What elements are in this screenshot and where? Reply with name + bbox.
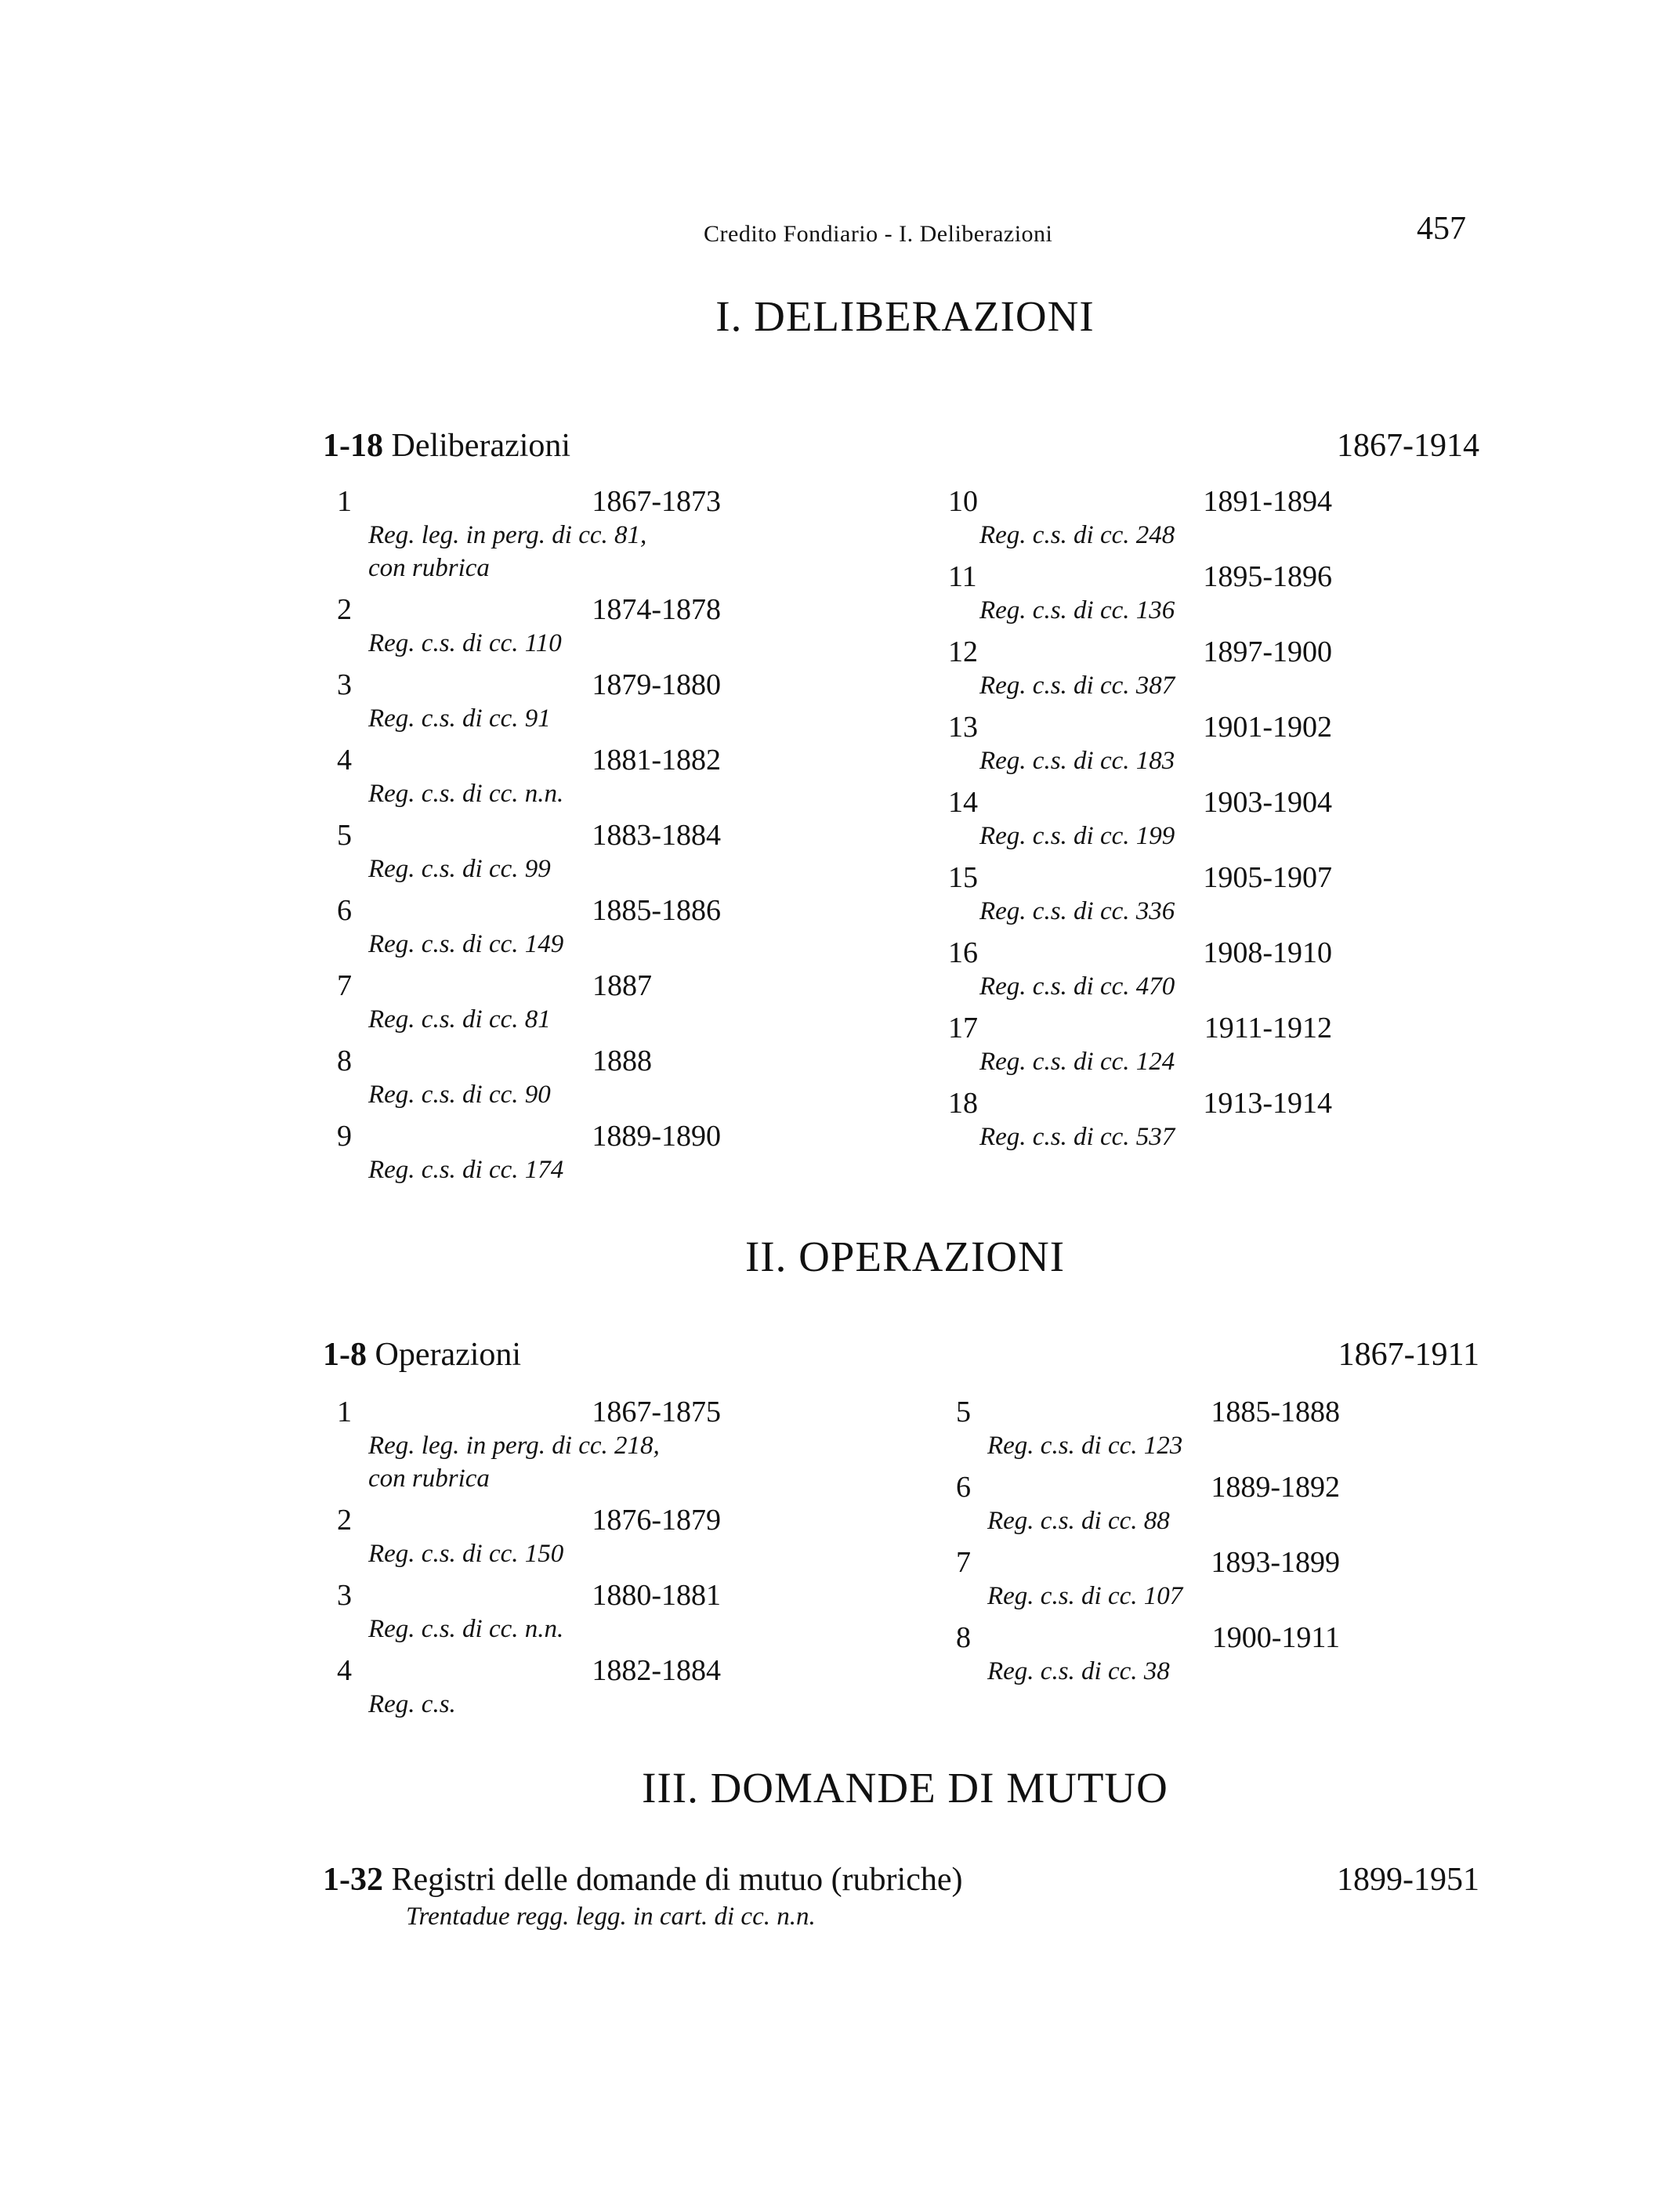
entry-description: Reg. c.s. di cc. 150 <box>368 1540 564 1568</box>
entry-number: 5 <box>956 1396 971 1428</box>
list-item <box>948 559 1332 627</box>
entry-dates: 1913-1914 <box>1203 1087 1332 1120</box>
entry-dates: 1880-1881 <box>592 1579 721 1612</box>
running-head: Credito Fondiario - I. Deliberazioni <box>704 221 1053 247</box>
list-item <box>337 893 721 961</box>
list-item <box>948 710 1332 777</box>
section-title-deliberazioni: I. DELIBERAZIONI <box>715 292 1095 340</box>
entry-description: Reg. c.s. di cc. 99 <box>368 855 551 883</box>
entry-dates: 1900-1911 <box>1211 1621 1340 1654</box>
list-item <box>956 1545 1340 1613</box>
list-item <box>948 484 1332 552</box>
entry-number: 14 <box>948 786 978 819</box>
series-range: 1-32 <box>323 1862 383 1898</box>
entry-number: 4 <box>337 744 352 777</box>
entry-number: 1 <box>337 1396 352 1428</box>
list-item <box>956 1620 1340 1688</box>
entry-description: Reg. c.s. di cc. 136 <box>979 596 1175 625</box>
list-item <box>337 1503 721 1570</box>
entry-dates: 1867-1873 <box>592 485 721 518</box>
series-dates: 1867-1911 <box>1338 1337 1479 1373</box>
entry-number: 10 <box>948 485 978 518</box>
list-item <box>337 818 721 885</box>
entry-dates: 1901-1902 <box>1203 711 1332 744</box>
entry-description: Reg. leg. in perg. di cc. 81, con rubrica <box>368 521 647 582</box>
entry-dates: 1889-1890 <box>592 1120 721 1153</box>
entry-description: Reg. c.s. di cc. 88 <box>987 1507 1170 1535</box>
entry-description: Reg. c.s. di cc. 124 <box>979 1048 1175 1076</box>
entry-number: 3 <box>337 1579 352 1612</box>
entry-number: 15 <box>948 861 978 894</box>
entry-dates: 1888 <box>592 1045 652 1077</box>
series-description: Trentadue regg. legg. in cart. di cc. n.n. <box>406 1903 816 1931</box>
entry-number: 6 <box>337 894 352 927</box>
list-item <box>337 592 721 660</box>
entry-dates: 1895-1896 <box>1203 560 1332 593</box>
series-range: 1-18 <box>323 428 383 464</box>
entry-number: 6 <box>956 1471 971 1504</box>
entry-dates: 1874-1878 <box>592 593 721 626</box>
entry-dates: 1885-1888 <box>1211 1396 1340 1428</box>
section-title-operazioni: II. OPERAZIONI <box>744 1233 1066 1280</box>
entry-dates: 1882-1884 <box>592 1654 721 1687</box>
series-dates: 1899-1951 <box>1337 1862 1479 1898</box>
entry-number: 1 <box>337 485 352 518</box>
entry-number: 17 <box>948 1012 978 1045</box>
entry-description: Reg. c.s. di cc. 149 <box>368 930 564 958</box>
entry-dates: 1891-1894 <box>1203 485 1332 518</box>
entry-description: Reg. c.s. di cc. 107 <box>987 1582 1183 1610</box>
entry-description: Reg. c.s. di cc. 174 <box>368 1156 564 1184</box>
entry-number: 8 <box>956 1621 971 1654</box>
entry-description: Reg. leg. in perg. di cc. 218, con rubrica <box>368 1432 660 1493</box>
entry-number: 12 <box>948 635 978 668</box>
entry-dates: 1897-1900 <box>1203 635 1332 668</box>
list-item <box>337 1578 721 1646</box>
entry-number: 4 <box>337 1654 352 1687</box>
list-item <box>337 668 721 735</box>
entry-description: Reg. c.s. di cc. 199 <box>979 822 1175 850</box>
series-name: Operazioni <box>375 1337 522 1373</box>
entry-number: 2 <box>337 1504 352 1537</box>
entry-dates: 1876-1879 <box>592 1504 721 1537</box>
entry-dates: 1881-1882 <box>592 744 721 777</box>
list-item <box>337 1044 721 1111</box>
list-item <box>337 968 721 1036</box>
list-item <box>956 1470 1340 1537</box>
entry-description: Reg. c.s. di cc. 248 <box>979 521 1175 549</box>
list-item <box>948 1086 1332 1153</box>
entry-description: Reg. c.s. di cc. 123 <box>987 1432 1183 1460</box>
entry-number: 2 <box>337 593 352 626</box>
entry-dates: 1887 <box>592 969 652 1002</box>
entry-dates: 1903-1904 <box>1203 786 1332 819</box>
entry-description: Reg. c.s. di cc. n.n. <box>368 1615 564 1643</box>
list-item <box>956 1395 1340 1462</box>
entry-number: 7 <box>337 969 352 1002</box>
entry-dates: 1908-1910 <box>1203 936 1332 969</box>
entry-description: Reg. c.s. <box>368 1690 456 1718</box>
list-item <box>337 484 721 585</box>
entry-description: Reg. c.s. di cc. 90 <box>368 1081 551 1109</box>
entry-dates: 1893-1899 <box>1211 1546 1340 1579</box>
entry-description: Reg. c.s. di cc. 387 <box>979 672 1175 700</box>
entry-description: Reg. c.s. di cc. 336 <box>979 897 1175 925</box>
list-item <box>337 1653 721 1721</box>
entries-left-column <box>337 484 721 1194</box>
operazioni-left-column <box>337 1395 721 1729</box>
list-item <box>948 1011 1332 1078</box>
entry-dates: 1911-1912 <box>1204 1012 1332 1045</box>
entry-dates: 1889-1892 <box>1211 1471 1340 1504</box>
entry-description: Reg. c.s. di cc. 470 <box>979 972 1175 1001</box>
entry-description: Reg. c.s. di cc. 91 <box>368 704 551 733</box>
entries-right-column <box>948 484 1332 1161</box>
entry-description: Reg. c.s. di cc. 38 <box>987 1657 1170 1685</box>
entry-description: Reg. c.s. di cc. 537 <box>979 1123 1175 1151</box>
entry-dates: 1885-1886 <box>592 894 721 927</box>
entry-dates: 1905-1907 <box>1203 861 1332 894</box>
operazioni-right-column <box>956 1395 1340 1696</box>
list-item <box>948 785 1332 853</box>
entry-number: 3 <box>337 668 352 701</box>
entry-number: 7 <box>956 1546 971 1579</box>
series-heading-operazioni <box>323 1336 1479 1383</box>
entry-number: 16 <box>948 936 978 969</box>
series-name: Registri delle domande di mutuo (rubriche) <box>391 1862 963 1898</box>
entry-description: Reg. c.s. di cc. n.n. <box>368 780 564 808</box>
series-heading-deliberazioni <box>323 427 1479 474</box>
entry-dates: 1867-1875 <box>592 1396 721 1428</box>
series-name: Deliberazioni <box>391 428 571 464</box>
entry-description: Reg. c.s. di cc. 110 <box>368 629 562 657</box>
list-item <box>337 1119 721 1186</box>
section-title-domande-di-mutuo: III. DOMANDE DI MUTUO <box>642 1764 1168 1812</box>
list-item <box>948 860 1332 928</box>
list-item <box>948 635 1332 702</box>
entry-dates: 1883-1884 <box>592 819 721 852</box>
entry-number: 5 <box>337 819 352 852</box>
entry-number: 9 <box>337 1120 352 1153</box>
entry-dates: 1879-1880 <box>592 668 721 701</box>
list-item <box>337 743 721 810</box>
series-range: 1-8 <box>323 1337 367 1373</box>
entry-number: 18 <box>948 1087 978 1120</box>
series-heading-domande <box>323 1861 1479 1908</box>
entry-description: Reg. c.s. di cc. 183 <box>979 747 1175 775</box>
entry-number: 8 <box>337 1045 352 1077</box>
list-item <box>337 1395 721 1495</box>
series-dates: 1867-1914 <box>1337 428 1479 464</box>
list-item <box>948 936 1332 1003</box>
entry-number: 11 <box>948 560 977 593</box>
entry-number: 13 <box>948 711 978 744</box>
page-number: 457 <box>1417 211 1466 247</box>
entry-description: Reg. c.s. di cc. 81 <box>368 1005 551 1034</box>
